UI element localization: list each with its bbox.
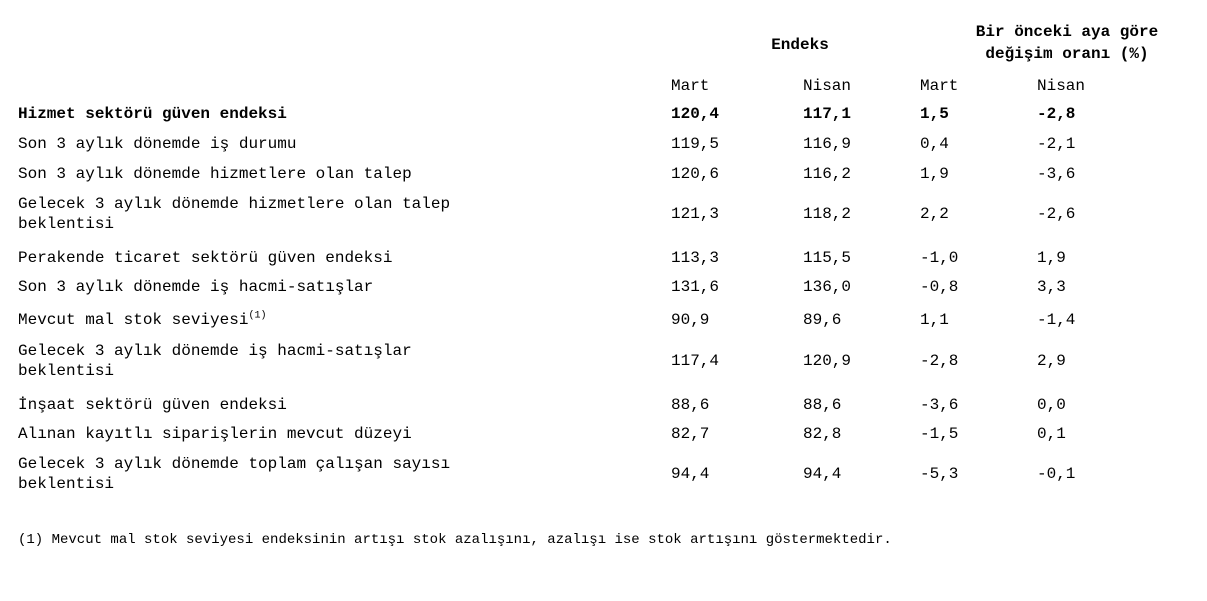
table-row (16, 454, 1196, 494)
value-endeks-mart: 121,3 (671, 205, 720, 223)
table-row (16, 194, 1196, 234)
value-change-mart: 0,4 (920, 135, 949, 153)
value-endeks-nisan: 94,4 (803, 465, 842, 483)
value-change-nisan: 0,1 (1037, 425, 1066, 443)
value-endeks-mart: 120,4 (671, 105, 720, 123)
value-endeks-nisan: 115,5 (803, 249, 852, 267)
value-endeks-mart: 119,5 (671, 135, 720, 153)
row-label-line2: beklentisi (18, 475, 115, 493)
table-row-hizmet (16, 104, 1196, 124)
header-change-rate (932, 21, 1202, 65)
row-label-line1: Gelecek 3 aylık dönemde hizmetlere olan talep (18, 195, 451, 213)
row-label-line1: Gelecek 3 aylık dönemde iş hacmi-satışlar (18, 342, 412, 360)
header-endeks: Endeks (771, 36, 829, 54)
value-endeks-mart: 113,3 (671, 249, 720, 267)
value-change-mart: -5,3 (920, 465, 959, 483)
row-label: Son 3 aylık dönemde iş hacmi-satışlar (18, 278, 374, 296)
value-change-mart: 1,9 (920, 165, 949, 183)
value-change-mart: -3,6 (920, 396, 959, 414)
value-endeks-nisan: 89,6 (803, 311, 842, 329)
table-row (16, 134, 1196, 154)
row-label-text: Mevcut mal stok seviyesi (18, 311, 249, 329)
table-row (16, 248, 1196, 268)
header-change-rate-line1: Bir önceki aya göre (975, 23, 1159, 41)
value-change-mart: 1,5 (920, 105, 949, 123)
value-endeks-mart: 88,6 (671, 396, 710, 414)
value-endeks-nisan: 116,9 (803, 135, 852, 153)
row-label: Perakende ticaret sektörü güven endeksi (18, 249, 393, 267)
value-endeks-mart: 94,4 (671, 465, 710, 483)
value-endeks-mart: 131,6 (671, 278, 720, 296)
value-endeks-mart: 117,4 (671, 352, 720, 370)
value-change-nisan: -3,6 (1037, 165, 1076, 183)
col-header-endeks-nisan: Nisan (803, 77, 852, 95)
value-change-mart: -0,8 (920, 278, 959, 296)
value-change-mart: -1,5 (920, 425, 959, 443)
value-endeks-nisan: 82,8 (803, 425, 842, 443)
value-change-nisan: -2,1 (1037, 135, 1076, 153)
value-change-nisan: -0,1 (1037, 465, 1076, 483)
value-endeks-nisan: 136,0 (803, 278, 852, 296)
value-change-nisan: 0,0 (1037, 396, 1066, 414)
table-row (16, 310, 1196, 330)
row-label-line2: beklentisi (18, 362, 115, 380)
value-change-nisan: 3,3 (1037, 278, 1066, 296)
value-change-nisan: -2,6 (1037, 205, 1076, 223)
value-endeks-nisan: 120,9 (803, 352, 852, 370)
table-row (16, 424, 1196, 444)
value-change-mart: -2,8 (920, 352, 959, 370)
value-endeks-mart: 90,9 (671, 311, 710, 329)
row-label (18, 194, 638, 234)
value-change-nisan: -1,4 (1037, 311, 1076, 329)
row-label-line2: beklentisi (18, 215, 115, 233)
row-label (18, 310, 638, 330)
value-change-mart: 2,2 (920, 205, 949, 223)
value-change-nisan: -2,8 (1037, 105, 1076, 123)
table-row (16, 277, 1196, 297)
value-endeks-mart: 82,7 (671, 425, 710, 443)
header-change-rate-line2: değişim oranı (%) (985, 45, 1149, 63)
value-endeks-nisan: 116,2 (803, 165, 852, 183)
col-header-change-mart: Mart (920, 77, 959, 95)
col-header-endeks-mart: Mart (671, 77, 710, 95)
row-label: Son 3 aylık dönemde hizmetlere olan talep (18, 165, 412, 183)
value-change-mart: -1,0 (920, 249, 959, 267)
value-endeks-nisan: 118,2 (803, 205, 852, 223)
value-change-nisan: 1,9 (1037, 249, 1066, 267)
value-endeks-nisan: 117,1 (803, 105, 852, 123)
col-header-change-nisan: Nisan (1037, 77, 1086, 95)
table-row (16, 341, 1196, 381)
row-label (18, 454, 638, 494)
value-change-nisan: 2,9 (1037, 352, 1066, 370)
row-label: Alınan kayıtlı siparişlerin mevcut düzeyi (18, 425, 412, 443)
table-row (16, 164, 1196, 184)
row-label (18, 341, 638, 381)
footnote-ref: (1) (248, 310, 267, 322)
footnote: (1) Mevcut mal stok seviyesi endeksinin artışı stok azalışını, azalışı ise stok artışını göstermektedir. (18, 532, 892, 548)
value-endeks-nisan: 88,6 (803, 396, 842, 414)
value-endeks-mart: 120,6 (671, 165, 720, 183)
row-label: İnşaat sektörü güven endeksi (18, 396, 287, 414)
value-change-mart: 1,1 (920, 311, 949, 329)
row-label: Hizmet sektörü güven endeksi (18, 105, 287, 123)
table-row (16, 395, 1196, 415)
row-label: Son 3 aylık dönemde iş durumu (18, 135, 297, 153)
row-label-line1: Gelecek 3 aylık dönemde toplam çalışan sayısı (18, 455, 451, 473)
